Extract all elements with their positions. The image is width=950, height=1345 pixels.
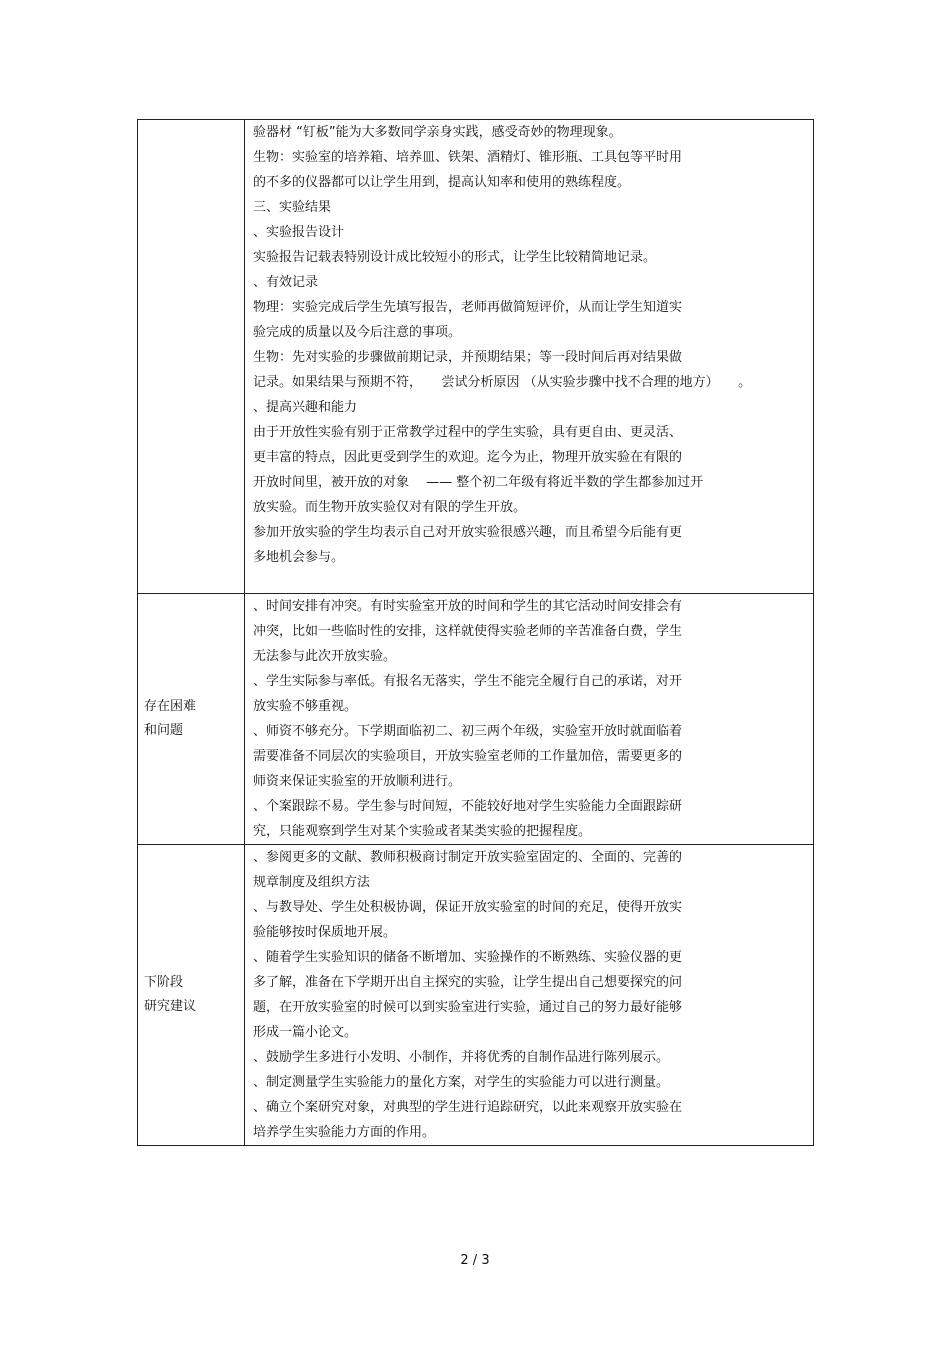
table-row-results <box>138 120 814 594</box>
text-line: 、随着学生实验知识的储备不断增加、实验操作的不断熟练、实验仪器的更 <box>253 950 683 965</box>
row-label-cell <box>138 594 245 845</box>
text-line: 形成一篇小论文。 <box>253 1025 358 1040</box>
text-line: 放实验不够重视。 <box>253 699 358 714</box>
text-line: 、制定测量学生实验能力的量化方案，对学生的实验能力可以进行测量。 <box>253 1075 670 1090</box>
row-content-cell <box>245 120 814 594</box>
text-line: 、确立个案研究对象，对典型的学生进行追踪研究，以此来观察开放实验在 <box>253 1100 683 1115</box>
table-row-suggestions <box>138 845 814 1146</box>
row-label-cell <box>138 845 245 1146</box>
text-line: 的不多的仪器都可以让学生用到，提高认知率和使用的熟练程度。 <box>253 175 631 190</box>
text-line: 参加开放实验的学生均表示自己对开放实验很感兴趣，而且希望今后能有更 <box>253 525 683 540</box>
text-line: 题，在开放实验室的时候可以到实验室进行实验，通过自己的努力最好能够 <box>253 1000 683 1015</box>
text-line: 、参阅更多的文献、教师积极商讨制定开放实验室固定的、全面的、完善的 <box>253 850 683 865</box>
report-table <box>137 119 814 1146</box>
text-line: 师资来保证实验室的开放顺利进行。 <box>253 774 462 789</box>
text-line: 开放时间里，被开放的对象 —— 整个初二年级有将近半数的学生都参加过开 <box>253 475 704 490</box>
text-line: 、个案跟踪不易。学生参与时间短，不能较好地对学生实验能力全面跟踪研 <box>253 799 683 814</box>
text-line: 多了解，准备在下学期开出自主探究的实验，让学生提出自己想要探究的问 <box>253 975 683 990</box>
text-line: 验能够按时保质地开展。 <box>253 925 397 940</box>
row-label-cell <box>138 120 245 594</box>
row-label-line: 存在困难 <box>144 699 197 714</box>
row-label-line: 和问题 <box>144 723 184 738</box>
row-content <box>245 845 813 1145</box>
text-line: 生物：实验室的培养箱、培养皿、铁架、酒精灯、锥形瓶、工具包等平时用 <box>253 150 683 165</box>
text-line: 实验报告记载表特别设计成比较短小的形式，让学生比较精简地记录。 <box>253 250 657 265</box>
text-line: 生物：先对实验的步骤做前期记录，并预期结果；等一段时间后再对结果做 <box>253 350 683 365</box>
row-label <box>138 695 244 743</box>
text-line: 、时间安排有冲突。有时实验室开放的时间和学生的其它活动时间安排会有 <box>253 599 683 614</box>
text-line: 、学生实际参与率低。有报名无落实，学生不能完全履行自己的承诺，对开 <box>253 674 683 689</box>
row-content-cell <box>245 594 814 845</box>
row-content <box>245 594 813 844</box>
text-line: 、师资不够充分。下学期面临初二、初三两个年级，实验室开放时就面临着 <box>253 724 683 739</box>
text-line: 验完成的质量以及今后注意的事项。 <box>253 325 462 340</box>
text-line: 培养学生实验能力方面的作用。 <box>253 1125 436 1140</box>
text-line: 冲突，比如一些临时性的安排，这样就使得实验老师的辛苦准备白费，学生 <box>253 624 683 639</box>
text-line: 由于开放性实验有别于正常教学过程中的学生实验，具有更自由、更灵活、 <box>253 425 683 440</box>
text-line: 三、实验结果 <box>253 200 332 215</box>
text-line: 物理：实验完成后学生先填写报告，老师再做简短评价，从而让学生知道实 <box>253 300 683 315</box>
text-line: 需要准备不同层次的实验项目，开放实验室老师的工作量加倍，需要更多的 <box>253 749 683 764</box>
text-line: 无法参与此次开放实验。 <box>253 649 397 664</box>
text-line: 究，只能观察到学生对某个实验或者某类实验的把握程度。 <box>253 824 592 839</box>
text-line: 放实验。而生物开放实验仅对有限的学生开放。 <box>253 500 527 515</box>
row-label-line: 下阶段 <box>144 975 184 990</box>
row-content <box>245 120 813 570</box>
text-line: 更丰富的特点，因此更受到学生的欢迎。迄今为止，物理开放实验在有限的 <box>253 450 683 465</box>
text-line: 规章制度及组织方法 <box>253 875 371 890</box>
text-line: 、鼓励学生多进行小发明、小制作，并将优秀的自制作品进行陈列展示。 <box>253 1050 670 1065</box>
row-content-cell <box>245 845 814 1146</box>
text-line: 、与教导处、学生处积极协调，保证开放实验室的时间的充足，使得开放实 <box>253 900 683 915</box>
text-line: 、有效记录 <box>253 275 319 290</box>
text-line: 、提高兴趣和能力 <box>253 400 358 415</box>
text-line: 、实验报告设计 <box>253 225 345 240</box>
row-label <box>138 971 244 1019</box>
page-number: 2 / 3 <box>460 1253 490 1268</box>
table-row-difficulties <box>138 594 814 845</box>
text-line: 验器材 “钉板”能为大多数同学亲身实践，感受奇妙的物理现象。 <box>253 125 622 140</box>
row-label-line: 研究建议 <box>144 999 197 1014</box>
text-line: 多地机会参与。 <box>253 550 345 565</box>
text-line: 记录。如果结果与预期不符， 尝试分析原因 （从实验步骤中找不合理的地方） 。 <box>253 375 752 390</box>
